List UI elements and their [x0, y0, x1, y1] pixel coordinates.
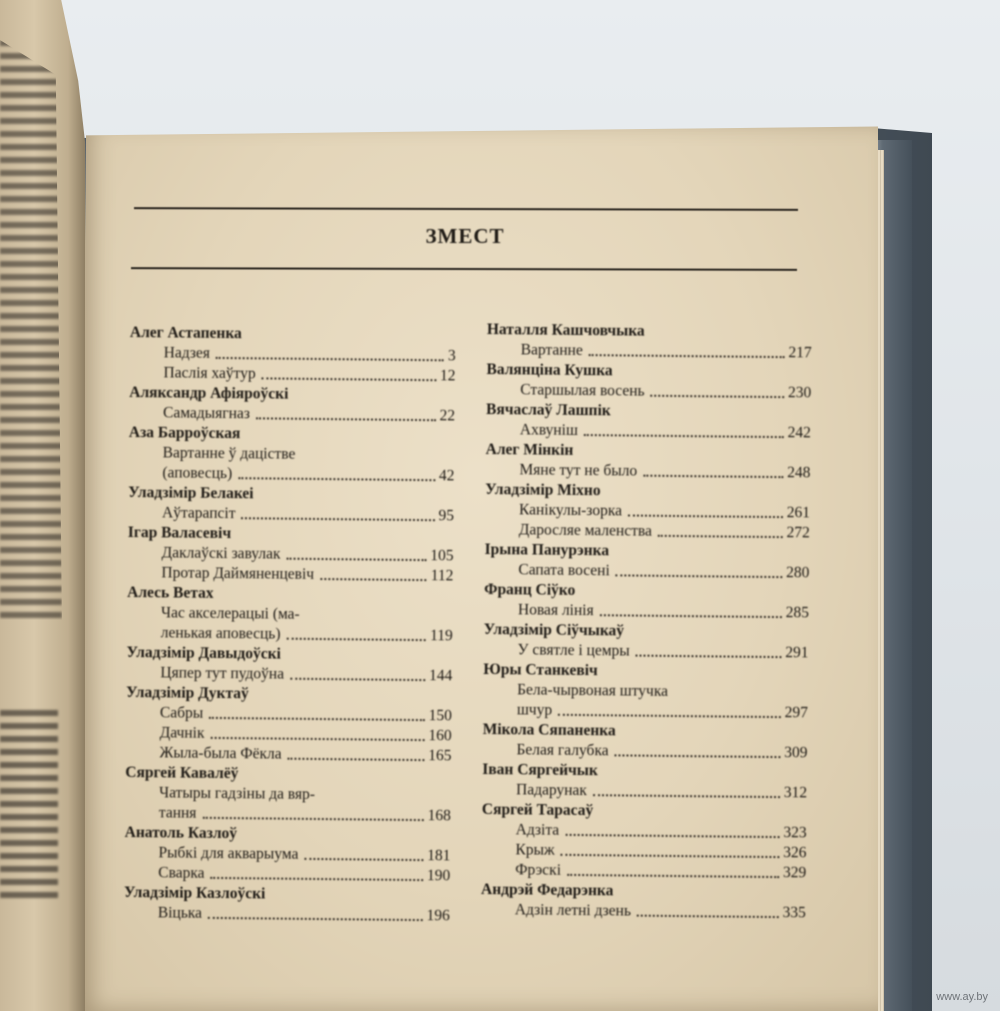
toc-page-number: 119 [429, 627, 453, 645]
toc-leader-dots [558, 714, 781, 718]
toc-author: Уладзімір Дуктаў [126, 683, 249, 703]
toc-leader-dots [615, 754, 781, 758]
facing-page-text [0, 40, 62, 620]
toc-page-number: 12 [439, 367, 456, 385]
toc-page-number: 22 [439, 407, 456, 425]
toc-leader-dots [565, 834, 779, 838]
toc-page-number: 190 [426, 867, 451, 885]
toc-author: Алесь Ветах [127, 583, 214, 602]
toc-author: Валянціна Кушка [486, 360, 613, 380]
toc-author: Анатоль Казлоў [124, 823, 238, 843]
toc-entry-title: Сабры [159, 704, 204, 722]
toc-entry [127, 603, 453, 646]
toc-entry-title: Жыла-была Фёкла [159, 744, 282, 763]
toc-author: Сяргей Тарасаў [481, 800, 594, 820]
toc-entry-title: Сапата восені [518, 561, 610, 580]
toc-page-number: 272 [786, 524, 810, 542]
toc-page-number: 242 [787, 424, 811, 442]
toc-entry-title-cont: ленькая аповесць) [160, 624, 281, 643]
toc-entry-title: Протар Даймяненцевіч [161, 564, 315, 583]
toc-leader-dots [210, 877, 422, 881]
toc-leader-dots [320, 578, 427, 581]
toc-leader-dots [216, 357, 444, 361]
toc-leader-dots [286, 638, 426, 641]
toc-leader-dots [288, 758, 425, 761]
toc-page-number: 168 [427, 807, 451, 825]
toc-entry-title: Крыж [515, 841, 555, 859]
toc-page-number: 181 [427, 847, 451, 865]
toc-entry-title: Ахвуніш [519, 421, 578, 439]
toc-author: Франц Сіўко [484, 580, 576, 599]
toc-author: Аза Барроўская [128, 423, 241, 443]
toc-author: Уладзімір Сіўчыкаў [483, 620, 625, 640]
toc-entry-title: У святле і цемры [517, 641, 630, 660]
toc-leader-dots [643, 475, 783, 478]
toc-entry [483, 680, 808, 723]
contents-title: ЗМЕСТ [425, 224, 505, 248]
toc-leader-dots [567, 874, 779, 878]
toc-leader-dots [256, 417, 436, 421]
toc-leader-dots [238, 477, 435, 481]
toc-entry-title: Рыбкі для акварыума [158, 844, 299, 863]
toc-entry-title: Даклаўскі завулак [161, 544, 281, 563]
toc-author: Сяргей Кавалёў [125, 763, 239, 783]
toc-entry [481, 900, 806, 923]
toc-entry-title-cont: (аповесць) [162, 464, 233, 483]
toc-leader-dots [658, 535, 783, 538]
toc-page-number: 280 [786, 564, 810, 582]
toc-page-number: 323 [783, 824, 807, 842]
toc-page-number: 42 [438, 467, 455, 485]
toc-page-number: 335 [782, 904, 806, 922]
contents-right-column [481, 320, 812, 923]
toc-entry-title: Вартанне [520, 341, 583, 360]
toc-page-number: 160 [428, 727, 452, 745]
toc-entry-title: Старшылая восень [520, 381, 645, 400]
toc-page-number: 196 [426, 907, 450, 925]
toc-page-number: 144 [428, 667, 453, 685]
toc-leader-dots [202, 817, 423, 821]
toc-leader-dots [628, 514, 783, 518]
toc-leader-dots [241, 517, 434, 521]
toc-entry-title-cont: шчур [516, 701, 553, 719]
toc-page-number: 105 [430, 547, 454, 565]
toc-entry-title-cont: тання [158, 804, 197, 822]
toc-leader-dots [600, 614, 782, 618]
toc-entry-title: Новая лінія [517, 601, 594, 620]
contents-left-column [124, 323, 456, 926]
toc-entry-title: Паслія хаўтур [163, 364, 256, 383]
toc-leader-dots [589, 354, 785, 358]
toc-entry-title: Мяне тут не было [519, 461, 638, 480]
toc-page-number: 165 [428, 747, 452, 765]
toc-leader-dots [593, 794, 780, 798]
toc-entry-title: Падарунак [515, 781, 588, 800]
toc-page-number: 248 [787, 464, 811, 482]
toc-entry-title: Дачнік [159, 724, 205, 742]
toc-entry-title: Сварка [158, 864, 205, 882]
toc-author: Вячаслаў Лашпік [485, 400, 611, 420]
toc-page-number: 112 [430, 567, 454, 585]
toc-page-number: 297 [784, 704, 808, 722]
toc-author: Ігар Валасевіч [127, 523, 232, 543]
toc-entry-title: Даросляе маленства [518, 521, 653, 540]
toc-leader-dots [636, 655, 782, 659]
toc-leader-dots [304, 858, 423, 861]
toc-author: Мікола Сяпаненка [482, 720, 616, 740]
toc-entry-title: Цяпер тут пудоўна [160, 664, 285, 683]
toc-page-number: 285 [785, 604, 810, 622]
toc-entry-title: Віцька [157, 904, 203, 922]
toc-entry-title: Час акселерацыі (ма- [160, 604, 300, 623]
toc-entry-title: Адзіта [515, 821, 560, 839]
toc-author: Алег Астапенка [129, 323, 242, 343]
toc-author: Наталля Кашчовчыка [486, 320, 645, 340]
toc-leader-dots [208, 917, 423, 921]
toc-author: Ірына Панурэнка [484, 540, 610, 560]
toc-entry-title: Надзея [163, 344, 211, 362]
toc-entry-title: Самадыягназ [162, 404, 251, 423]
toc-leader-dots [262, 377, 436, 381]
toc-page-number: 309 [784, 744, 808, 762]
toc-leader-dots [651, 395, 784, 398]
toc-leader-dots [209, 717, 424, 721]
toc-entry-title: Бела-чырвоная штучка [517, 681, 669, 700]
toc-author: Уладзімір Давыдоўскі [126, 643, 281, 663]
toc-entry-title: Канікулы-зорка [518, 501, 623, 520]
toc-entry [125, 783, 451, 826]
toc-author: Уладзімір Міхно [485, 480, 601, 500]
toc-page-number: 3 [447, 347, 456, 365]
toc-page-number: 261 [786, 504, 811, 522]
toc-entry-title: Белая галубка [516, 741, 609, 760]
toc-entry-title: Чатыры гадзіны да вяр- [158, 784, 316, 803]
toc-author: Аляксандр Афіяроўскі [129, 383, 289, 403]
toc-author: Алег Мінкін [485, 440, 574, 459]
watermark: www.ay.by [936, 991, 988, 1003]
toc-page-number: 312 [783, 784, 808, 802]
toc-author: Андрэй Федарэнка [480, 880, 614, 900]
toc-leader-dots [210, 737, 424, 741]
toc-entry-title: Вартанне ў дацістве [162, 444, 296, 463]
toc-page-number: 217 [788, 344, 812, 362]
toc-page-number: 329 [782, 864, 807, 882]
toc-leader-dots [286, 558, 426, 561]
toc-page-number: 150 [428, 707, 452, 725]
toc-entry-title: Адзін летні дзень [514, 901, 632, 920]
toc-page-number: 291 [785, 644, 809, 662]
toc-entry-title: Фрэскі [515, 861, 562, 879]
toc-entry-title: Аўтарапсіт [161, 504, 236, 523]
toc-entry [128, 443, 454, 486]
toc-author: Юры Станкевіч [483, 660, 598, 680]
facing-page-text-lower [0, 710, 58, 900]
toc-author: Іван Сяргейчык [482, 760, 598, 780]
toc-page-number: 230 [787, 384, 812, 402]
toc-author: Уладзімір Белакеі [128, 483, 254, 503]
toc-leader-dots [616, 574, 782, 578]
toc-page-number: 326 [783, 844, 807, 862]
toc-author: Уладзімір Казлоўскі [123, 883, 266, 903]
toc-leader-dots [290, 678, 425, 681]
toc-page-number: 95 [438, 507, 455, 525]
toc-leader-dots [561, 854, 780, 858]
toc-entry [124, 903, 450, 926]
toc-leader-dots [584, 434, 784, 438]
toc-leader-dots [637, 915, 779, 918]
